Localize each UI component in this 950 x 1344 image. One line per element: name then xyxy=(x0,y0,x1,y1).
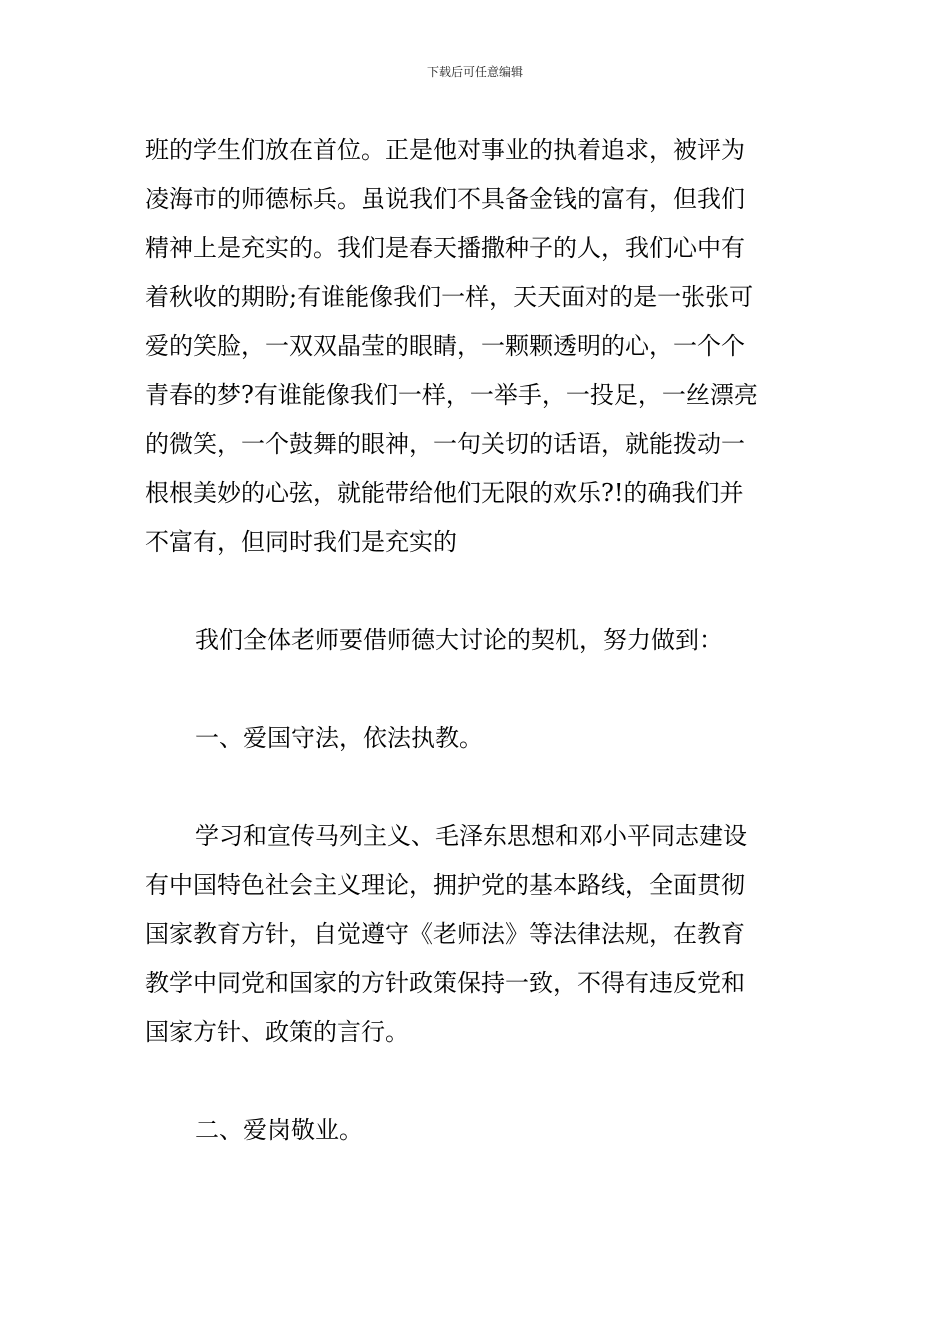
text-line: 班的学生们放在首位。正是他对事业的执着追求，被评为 xyxy=(145,136,745,164)
text-line: 的微笑，一个鼓舞的眼神，一句关切的话语，就能拨动一 xyxy=(145,430,745,458)
text-line: 精神上是充实的。我们是春天播撒种子的人，我们心中有 xyxy=(145,234,745,262)
section-heading-1: 一、爱国守法，依法执教。 xyxy=(195,724,483,752)
text-line: 国家教育方针，自觉遵守《老师法》等法律法规，在教育 xyxy=(145,920,745,948)
text-line: 青春的梦?有谁能像我们一样，一举手，一投足，一丝漂亮 xyxy=(145,381,758,409)
text-line: 有中国特色社会主义理论，拥护党的基本路线，全面贯彻 xyxy=(145,871,745,899)
document-body xyxy=(145,126,810,1155)
paragraph-spacer xyxy=(145,1057,810,1106)
paragraph-spacer xyxy=(145,763,810,812)
paragraph-1 xyxy=(145,126,810,567)
text-line: 凌海市的师德标兵。虽说我们不具备金钱的富有，但我们 xyxy=(145,185,745,213)
text-line: 国家方针、政策的言行。 xyxy=(145,1018,409,1046)
section-heading-2: 二、爱岗敬业。 xyxy=(195,1116,363,1144)
text-line: 爱的笑脸，一双双晶莹的眼睛，一颗颗透明的心，一个个 xyxy=(145,332,745,360)
text-line: 着秋收的期盼;有谁能像我们一样，天天面对的是一张张可 xyxy=(145,283,754,311)
paragraph-spacer xyxy=(145,665,810,714)
text-line: 学习和宣传马列主义、毛泽东思想和邓小平同志建设 xyxy=(195,822,747,850)
page-header: 下载后可任意编辑 xyxy=(426,65,523,79)
text-line: 不富有，但同时我们是充实的 xyxy=(145,528,457,556)
paragraph-2: 我们全体老师要借师德大讨论的契机，努力做到： xyxy=(195,626,723,654)
text-line: 教学中同党和国家的方针政策保持一致，不得有违反党和 xyxy=(145,969,745,997)
text-line: 根根美妙的心弦，就能带给他们无限的欢乐?!的确我们并 xyxy=(145,479,744,507)
paragraph-3 xyxy=(145,812,810,1057)
paragraph-spacer xyxy=(145,567,810,616)
